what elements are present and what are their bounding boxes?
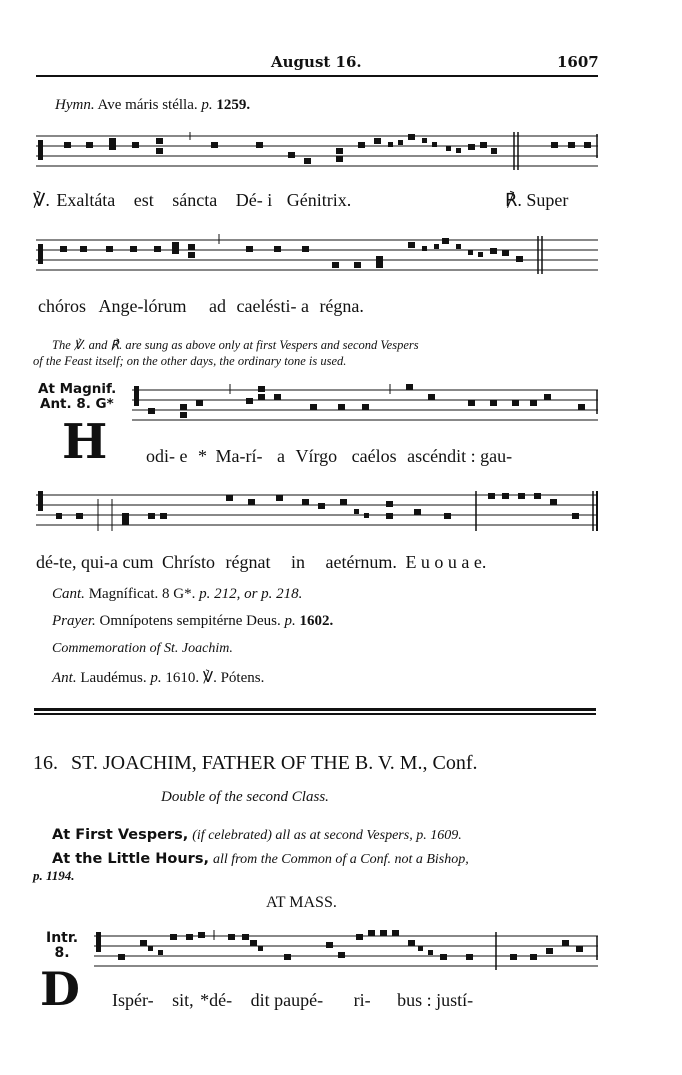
cant-ref: Cant. Magníficat. 8 G*. p. 212, or p. 218. [52,586,303,602]
header-rule [36,75,598,77]
antiphon-lyrics-1: odi- e * Ma-rí- a Vírgo caélos ascéndit : gau- [146,446,513,466]
drop-cap-h: H [62,414,108,470]
lyrics-line-2: chóros Ange-lórum ad caelésti- a régna. [38,296,364,316]
hymn-line: Hymn. Ave máris stélla. p. 1259. [55,97,251,113]
first-vespers-line: At First Vespers, (if celebrated) all as at second Vespers, p. 1609. [52,827,462,843]
chant-staff-5 [94,924,602,982]
feast-title: 16. ST. JOACHIM, FATHER OF THE B. V. M., Conf. [33,752,478,774]
chant-staff-2 [36,232,600,288]
rubric-line-1: The ℣. and ℟. are sung as above only at first Vespers and second Vespers [52,338,419,352]
running-title: August 16. [271,53,362,71]
chant-staff-1 [36,128,600,184]
little-hours-page: p. 1194. [33,868,75,883]
drop-cap-d: D [40,962,80,1016]
commemoration-heading: Commemoration of St. Joachim. [52,641,233,656]
mass-heading: AT MASS. [266,894,337,911]
feast-rank: Double of the second Class. [161,789,329,805]
introit-label: Intr. 8. [46,930,79,961]
ant-ref: Ant. Laudémus. p. 1610. ℣. Pótens. [52,670,265,686]
prayer-ref: Prayer. Omnípotens sempitérne Deus. p. 1602. [52,613,334,629]
section-divider-top [34,708,596,711]
page-number: 1607 [557,53,599,71]
section-divider-bottom [34,713,596,715]
versicle-lyrics: ℣. Exaltáta est sáncta Dé- i Génitrix. [33,190,352,210]
rubric-line-2: of the Feast itself; on the other days, the ordinary tone is used. [33,354,347,368]
chant-staff-3 [132,380,602,436]
response-lyric: ℟. Super [505,190,569,210]
chant-staff-4 [36,485,600,545]
introit-lyrics: Ispér- sit, *dé- dit paupé- ri- bus : justí- [112,990,474,1010]
antiphon-lyrics-2: dé-te, qui-a cum Chrísto régnat in aetérnum. E u o u a e. [36,552,487,572]
little-hours-line: At the Little Hours, all from the Common of a Conf. not a Bishop, [52,851,469,867]
magnificat-antiphon-label: At Magnif. Ant. 8. G* [38,381,117,412]
